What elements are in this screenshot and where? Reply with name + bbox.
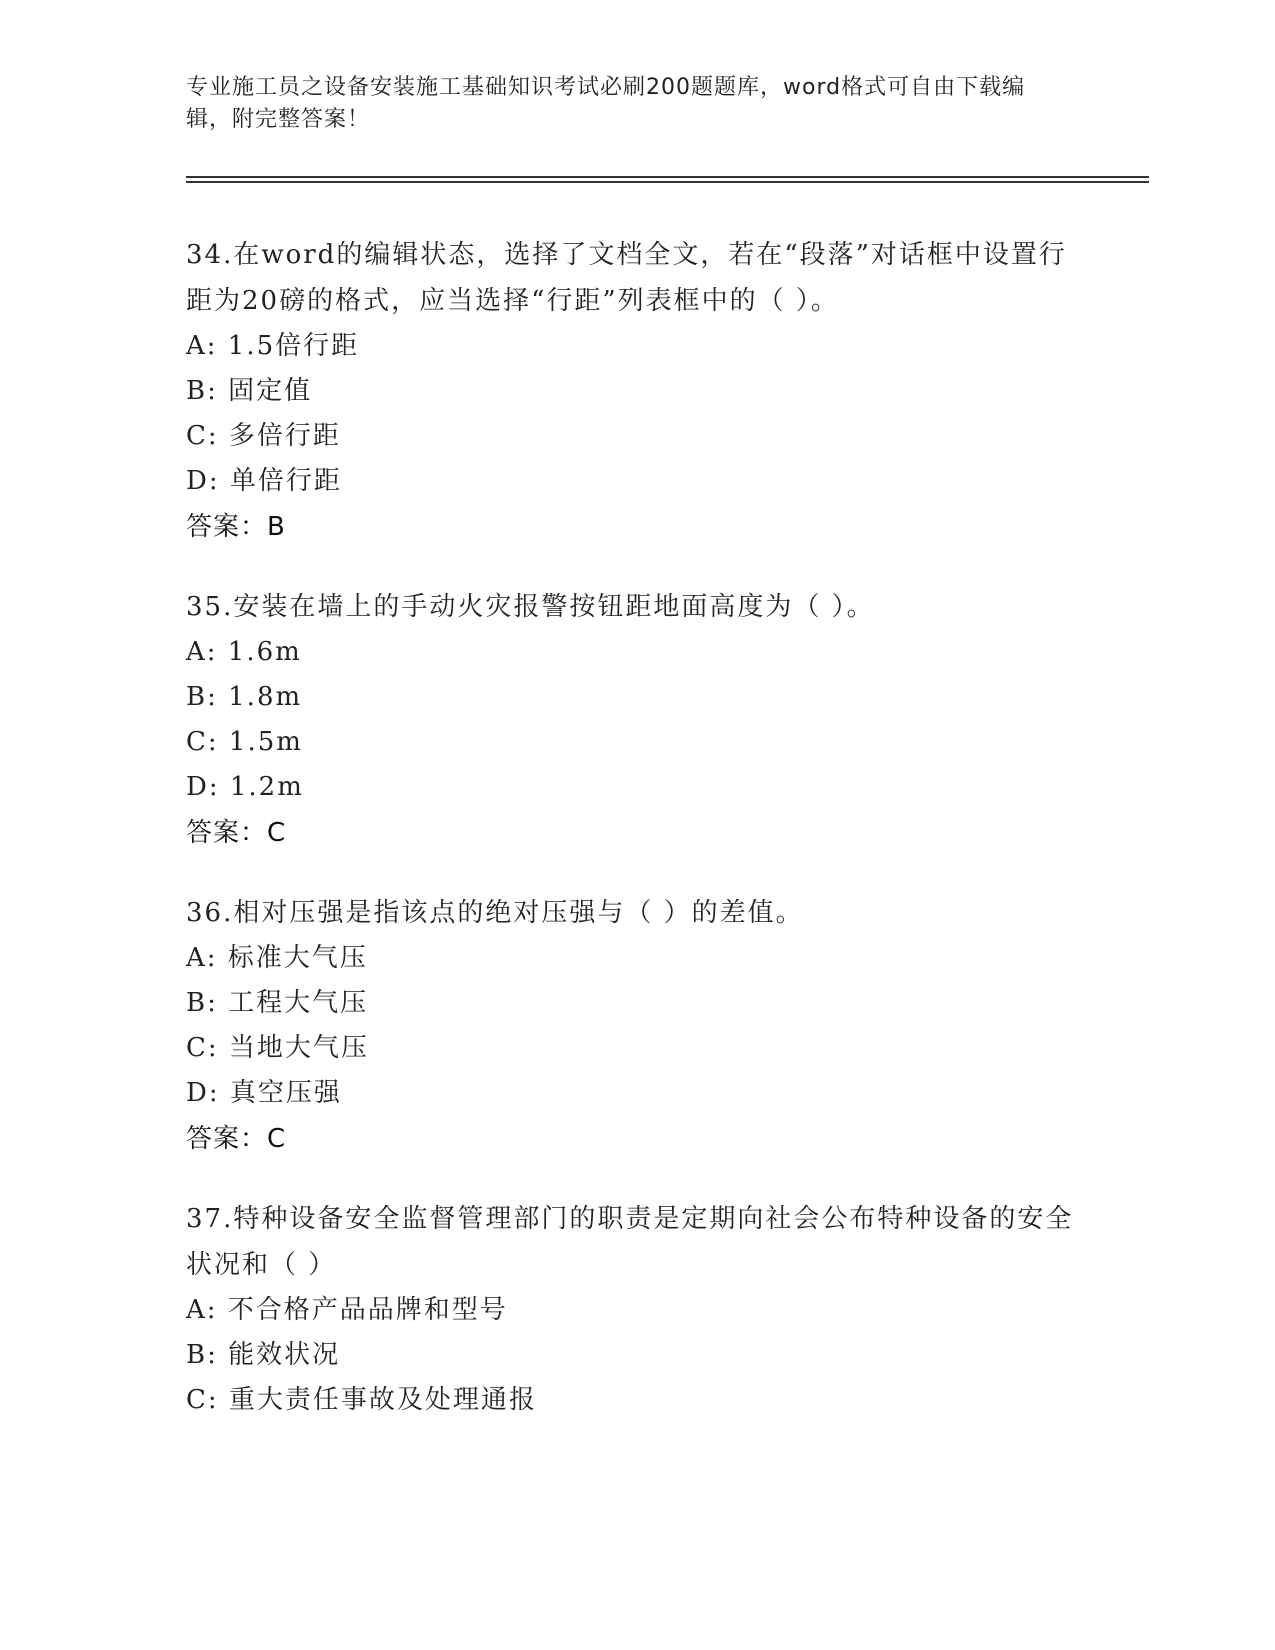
option-d: D: 1.2m: [186, 772, 304, 802]
question-35: [186, 584, 1086, 856]
option-b: B: 1.8m: [186, 682, 303, 712]
option-a: A: 不合格产品品牌和型号: [186, 1295, 508, 1325]
question-stem: 34.在word的编辑状态，选择了文档全文，若在“段落”对话框中设置行距为20磅的格式，应当选择“行距”列表框中的（ ）。: [186, 240, 1067, 316]
question-34: [186, 232, 1086, 550]
question-stem: 35.安装在墙上的手动火灾报警按钮距地面高度为（ ）。: [186, 592, 875, 622]
answer-line: 答案：B: [186, 512, 286, 542]
option-c: C: 多倍行距: [186, 421, 341, 451]
question-stem: 37.特种设备安全监督管理部门的职责是定期向社会公布特种设备的安全状况和（ ）: [186, 1204, 1074, 1280]
option-a: A: 1.6m: [186, 637, 302, 667]
question-36: [186, 890, 1086, 1162]
question-37: [186, 1196, 1086, 1423]
option-d: D: 真空压强: [186, 1078, 342, 1108]
question-list: [186, 232, 1086, 1423]
document-header: 专业施工员之设备安装施工基础知识考试必刷200题题库，word格式可自由下载编辑，附完整答案！: [186, 75, 1026, 132]
option-a: A: 1.5倍行距: [186, 331, 360, 361]
option-c: C: 当地大气压: [186, 1033, 369, 1063]
header-rule-top: [186, 176, 1149, 178]
answer-line: 答案：C: [186, 1124, 287, 1154]
option-b: B: 固定值: [186, 376, 313, 406]
option-d: D: 单倍行距: [186, 466, 342, 496]
question-stem: 36.相对压强是指该点的绝对压强与（ ）的差值。: [186, 898, 804, 928]
header-rule-bottom: [186, 181, 1149, 183]
option-c: C: 1.5m: [186, 727, 303, 757]
option-b: B: 能效状况: [186, 1340, 341, 1370]
answer-line: 答案：C: [186, 818, 287, 848]
option-a: A: 标准大气压: [186, 943, 368, 973]
option-c: C: 重大责任事故及处理通报: [186, 1385, 537, 1415]
option-b: B: 工程大气压: [186, 988, 369, 1018]
